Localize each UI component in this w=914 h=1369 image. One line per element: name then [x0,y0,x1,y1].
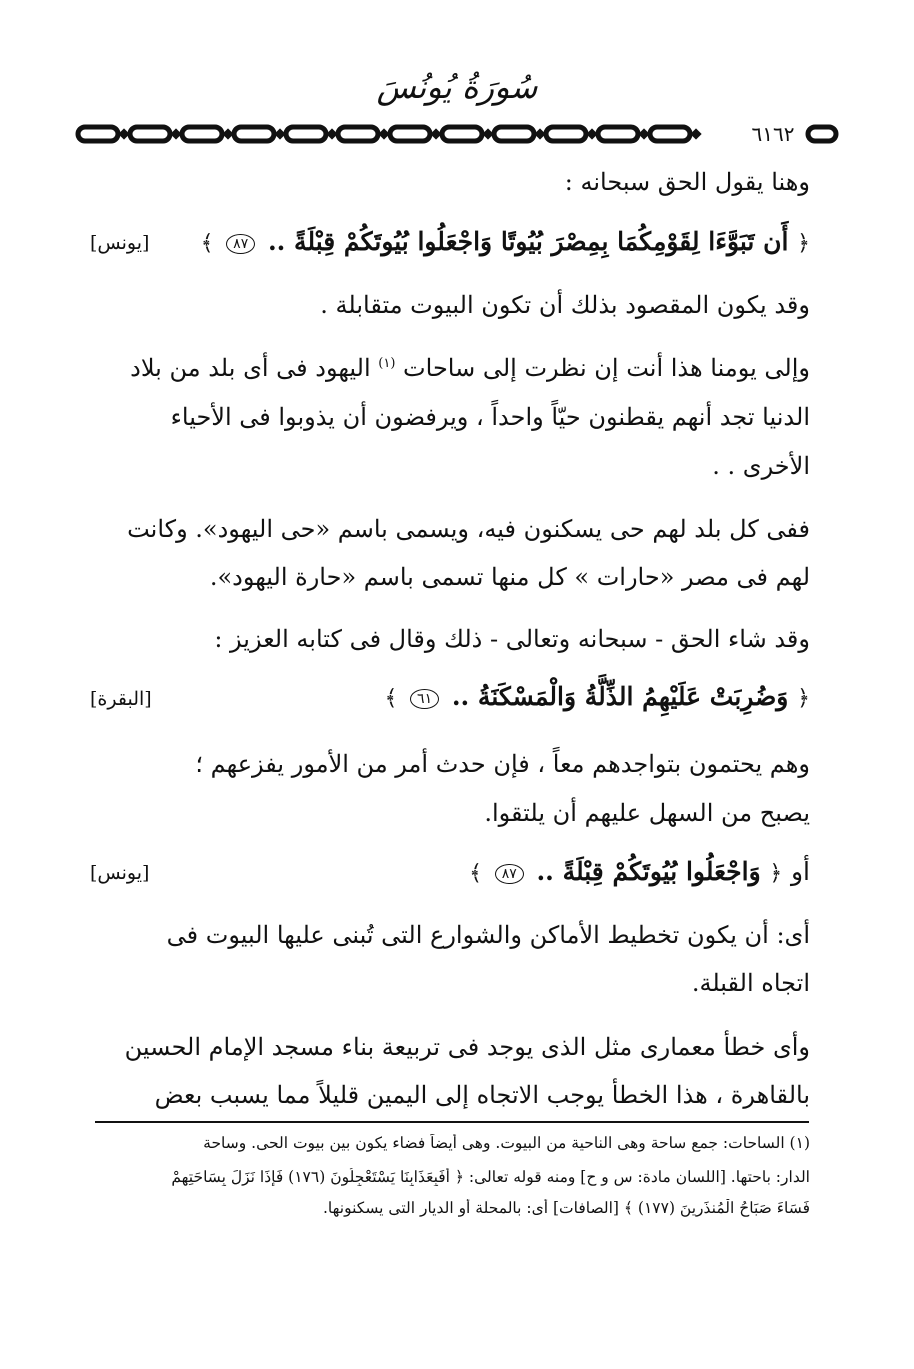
chain-link [494,127,534,141]
verse-reference: [يونس] [90,232,150,254]
paragraph-4-line-2: لهم فى مصر «حارات » كل منها تسمى باسم «حارة اليهود». [209,563,810,591]
chain-diamond [274,128,285,139]
chain-link [650,127,690,141]
chain-link [808,127,836,141]
footnote-marker[interactable]: (١) [378,356,396,371]
verse-number: ٨٧ [495,864,524,884]
verse-number: ٨٧ [226,234,255,254]
paragraph-8-line-1: وأى خطأ معمارى مثل الذى يوجد فى تربيعة بناء مسجد الإمام الحسين [124,1033,810,1061]
verse-close-bracket: ﴾ [200,231,214,256]
chain-link [286,127,326,141]
chain-diamond [430,128,441,139]
footnote-line-1: (١) الساحات: جمع ساحة وهى الناحية من البيوت. وهى أيضاً فضاء يكون بين بيوت الحى. وساحة [203,1134,810,1152]
chain-diamond [482,128,493,139]
paragraph-7-line-2: اتجاه القبلة. [691,969,810,997]
chain-link [78,127,118,141]
paragraph-6-line-2: يصبح من السهل عليهم أن يلتقوا. [484,799,810,827]
footnote-separator [95,1121,809,1123]
chain-link [598,127,638,141]
paragraph-7-line-1: أى: أن يكون تخطيط الأماكن والشوارع التى تُبنى عليها البيوت فى [166,921,810,949]
quran-verse-3 [469,857,810,886]
chain-diamond [222,128,233,139]
chain-link [338,127,378,141]
surah-title: سُورَةُ يُونُسَ [376,68,538,106]
chain-diamond [326,128,337,139]
quran-verse-2 [384,682,810,711]
paragraph-5: وقد شاء الحق - سبحانه وتعالى - ذلك وقال فى كتابه العزيز : [214,625,810,653]
paragraph-intro: وهنا يقول الحق سبحانه : [564,168,810,196]
footnote-line-2: الدار: باحتها. [اللسان مادة: س و ح] ومنه قوله تعالى: ﴿ أَفَبِعَذَابِنَا يَسْتَعْجِلُونَ (١٧٦) فَإِذَا نَزَلَ بِسَاحَتِهِمْ [171,1168,810,1186]
chain-link [546,127,586,141]
ornamental-border-chain [60,118,840,150]
chain-diamond [118,128,129,139]
verse-close-bracket: ﴾ [384,686,398,711]
paragraph-3-line-1 [130,354,810,382]
verse-reference: [يونس] [90,862,150,884]
verse-prefix: أو [790,857,810,886]
chain-diamond [170,128,181,139]
verse-open-bracket: ﴿ [797,231,810,256]
chain-diamond [690,128,701,139]
chain-link [130,127,170,141]
chain-diamond [378,128,389,139]
chain-link [390,127,430,141]
verse-text: وَضُرِبَتْ عَلَيْهِمُ الذِّلَّةُ وَالْمَسْكَنَةُ .. [451,682,789,711]
paragraph-3-line-2: الدنيا تجد أنهم يقطنون حيّاً واحداً ، ويرفضون أن يذوبوا فى الأحياء [170,403,810,431]
verse-number: ٦١ [410,689,439,709]
text-segment: اليهود فى أى بلد من بلاد [130,354,371,382]
paragraph-3-line-3: الأخرى . . [712,452,810,480]
page-number: ٦١٦٢ [742,118,804,150]
chain-diamond [586,128,597,139]
chain-link [182,127,222,141]
verse-text: أَن تَبَوَّءَا لِقَوْمِكُمَا بِمِصْرَ بُيُوتًا وَاجْعَلُوا بُيُوتَكُمْ قِبْلَةً .. [267,227,789,256]
verse-reference: [البقرة] [90,688,152,710]
verse-open-bracket: ﴿ [769,861,783,886]
paragraph-8-line-2: بالقاهرة ، هذا الخطأ يوجب الاتجاه إلى اليمين قليلاً مما يسبب بعض [154,1081,810,1109]
footnote-line-3: فَسَاءَ صَبَاحُ الْمُنذَرِينَ (١٧٧) ﴾ [الصافات] أى: بالمحلة أو الديار التى يسكنونها. [322,1199,810,1217]
paragraph-6-line-1: وهم يحتمون بتواجدهم معاً ، فإن حدث أمر من الأمور يفزعهم ؛ [195,750,810,778]
verse-open-bracket: ﴿ [797,686,810,711]
chain-link [234,127,274,141]
chain-link [442,127,482,141]
verse-text: وَاجْعَلُوا بُيُوتَكُمْ قِبْلَةً .. [536,857,761,886]
chain-diamond [638,128,649,139]
text-segment: وإلى يومنا هذا أنت إن نظرت إلى ساحات [403,354,810,382]
verse-close-bracket: ﴾ [469,861,482,886]
quran-verse-1 [201,227,810,256]
chain-diamond [534,128,545,139]
paragraph-4-line-1: ففى كل بلد لهم حى يسكنون فيه، ويسمى باسم «حى اليهود». وكانت [127,515,810,543]
paragraph-2: وقد يكون المقصود بذلك أن تكون البيوت متقابلة . [320,291,810,319]
